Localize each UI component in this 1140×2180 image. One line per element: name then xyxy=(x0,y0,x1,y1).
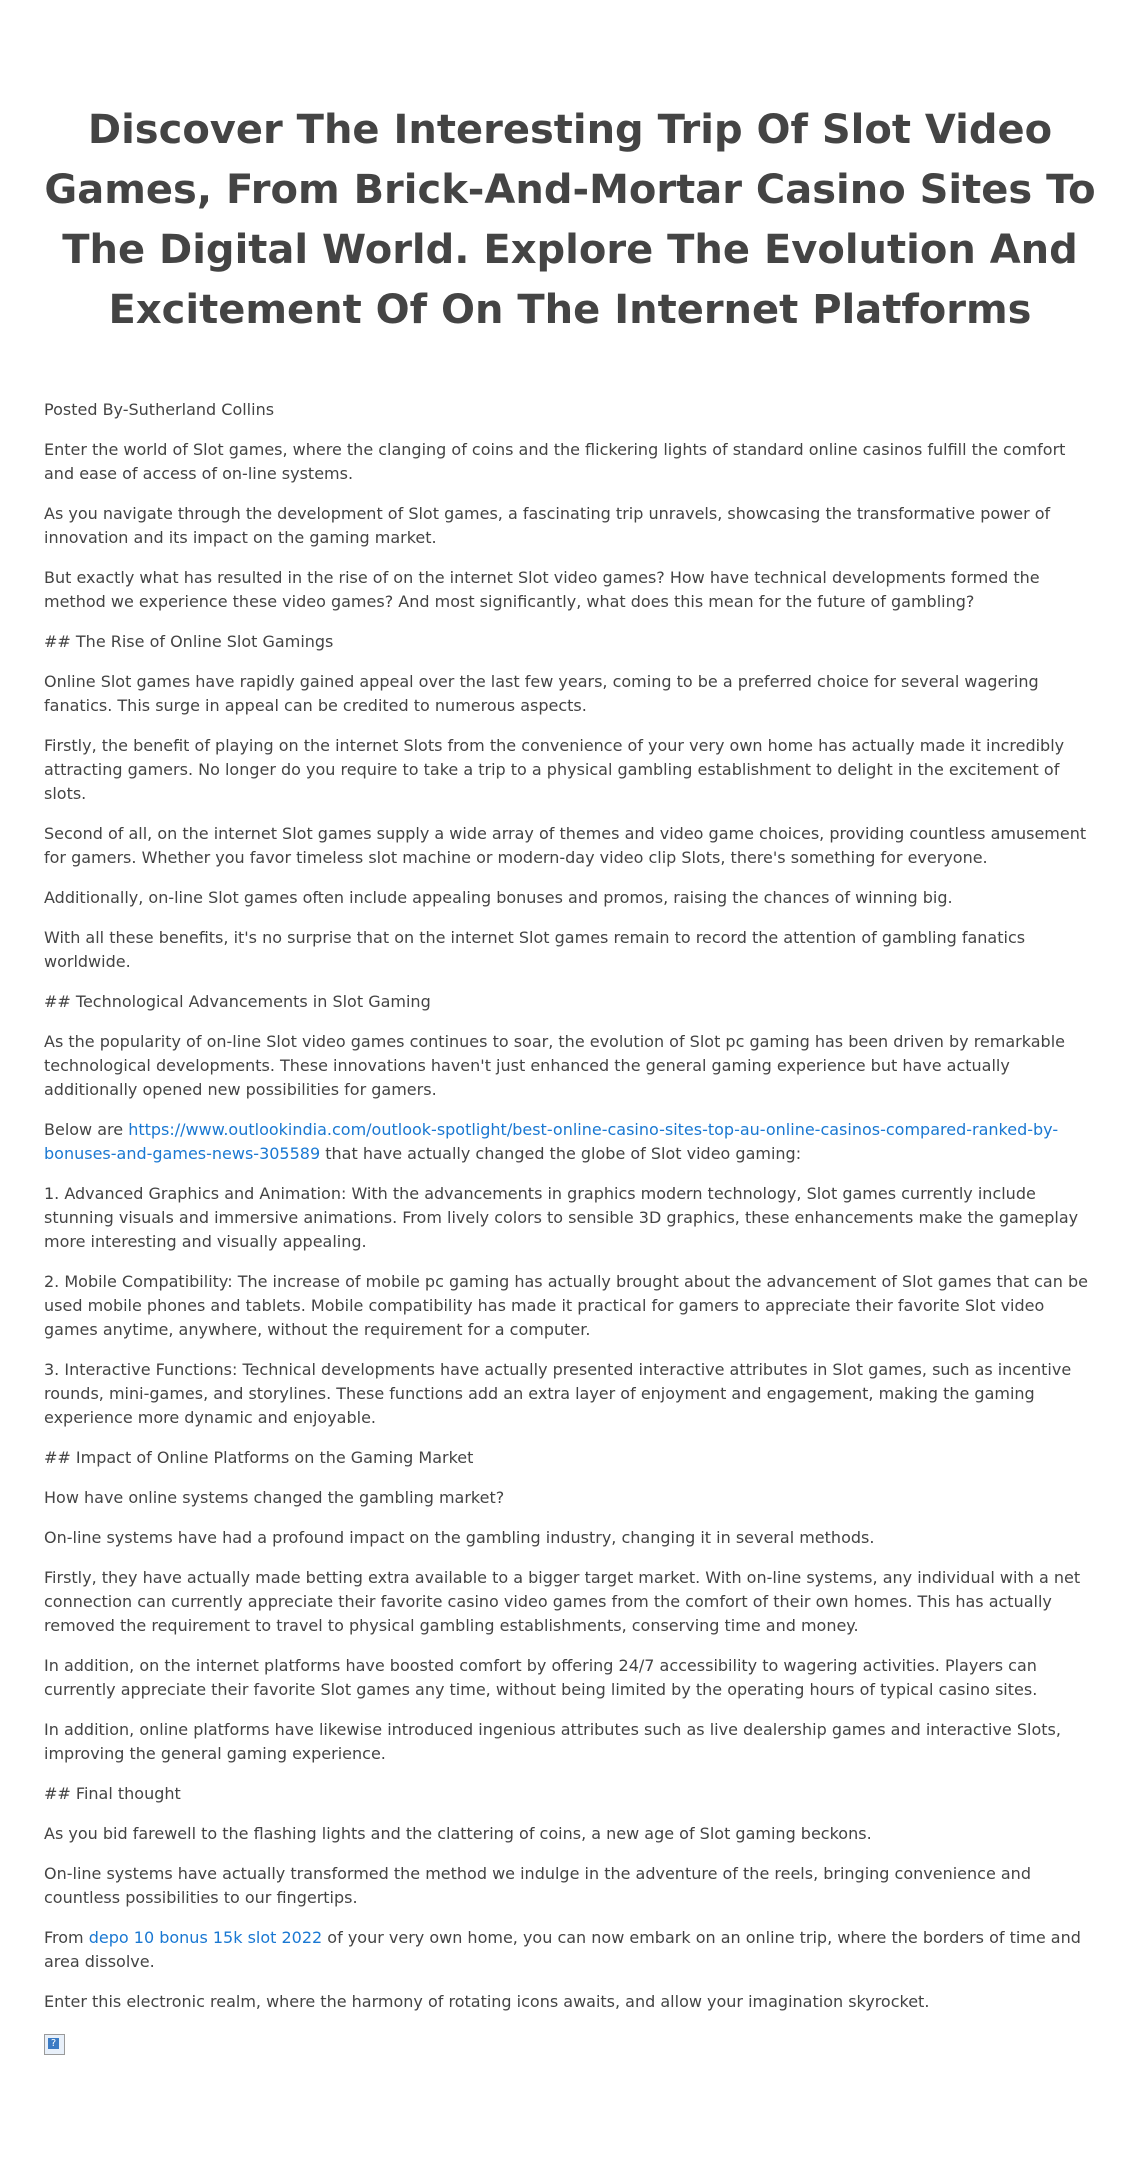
article xyxy=(0,100,1140,2059)
paragraph-text: From xyxy=(44,1928,89,1947)
paragraph: Enter this electronic realm, where the harmony of rotating icons awaits, and allow your imagination skyrocket. xyxy=(44,1992,930,2011)
section-heading: ## Final thought xyxy=(44,1784,181,1803)
paragraph: Firstly, they have actually made betting extra available to a bigger target market. With on-line systems, any individual with a net connection can currently appreciate their favorite casino video games from the comfort of their own homes. This has actually removed the requirement to travel to physical gambling establishments, conserving time and money. xyxy=(44,1568,1081,1635)
section-heading: ## Technological Advancements in Slot Gaming xyxy=(44,992,431,1011)
paragraph-text: of your very own home, you can now embark on an online trip, where the borders of time and area dissolve. xyxy=(44,1928,1081,1971)
paragraph: In addition, on the internet platforms have boosted comfort by offering 24/7 accessibility to wagering activities. Players can currently appreciate their favorite Slot games any time, without being limited by the operating hours of typical casino sites. xyxy=(44,1656,1038,1699)
outlookindia-link[interactable]: https://www.outlookindia.com/outlook-spotlight/best-online-casino-sites-top-au-online-casinos-compared-ranked-by-bonuses-and-games-news-305589 xyxy=(44,1120,1059,1163)
list-item: 3. Interactive Functions: Technical developments have actually presented interactive attributes in Slot games, such as incentive rounds, mini-games, and storylines. These functions add an extra layer of enjoyment and engagement, making the gaming experience more dynamic and enjoyable. xyxy=(44,1360,1072,1427)
paragraph: With all these benefits, it's no surprise that on the internet Slot games remain to record the attention of gambling fanatics worldwide. xyxy=(44,928,1026,971)
paragraph-text: Below are xyxy=(44,1120,129,1139)
paragraph: Online Slot games have rapidly gained appeal over the last few years, coming to be a preferred choice for several wagering fanatics. This surge in appeal can be credited to numerous aspects. xyxy=(44,672,1039,715)
section-heading: ## Impact of Online Platforms on the Gaming Market xyxy=(44,1448,474,1467)
paragraph-text: that have actually changed the globe of Slot video gaming: xyxy=(320,1144,802,1163)
paragraph: Second of all, on the internet Slot games supply a wide array of themes and video game choices, providing countless amusement for gamers. Whether you favor timeless slot machine or modern-day video clip Slots, there's something for everyone. xyxy=(44,824,1087,867)
paragraph-with-link xyxy=(44,1118,1096,1166)
section-heading: ## The Rise of Online Slot Gamings xyxy=(44,632,334,651)
paragraph: How have online systems changed the gambling market? xyxy=(44,1488,505,1507)
broken-image-icon[interactable] xyxy=(44,2034,65,2055)
list-item: 2. Mobile Compatibility: The increase of mobile pc gaming has actually brought about the advancement of Slot games that can be used mobile phones and tablets. Mobile compatibility has made it practical for gamers to appreciate their favorite Slot video games anytime, anywhere, without the requirement for a computer. xyxy=(44,1272,1088,1339)
slot-bonus-link[interactable]: depo 10 bonus 15k slot 2022 xyxy=(88,1928,323,1947)
paragraph: Enter the world of Slot games, where the clanging of coins and the flickering lights of standard online casinos fulfill the comfort and ease of access of on-line systems. xyxy=(44,440,1066,483)
image-placeholder-glyph: ? xyxy=(48,2038,59,2049)
list-item: 1. Advanced Graphics and Animation: With the advancements in graphics modern technology, Slot games currently include stunning visuals and immersive animations. From lively colors to sensible 3D graphics, these enhancements make the gameplay more interesting and visually appealing. xyxy=(44,1184,1079,1251)
paragraph: As you navigate through the development of Slot games, a fascinating trip unravels, showcasing the transformative power of innovation and its impact on the gaming market. xyxy=(44,504,1051,547)
paragraph: Firstly, the benefit of playing on the internet Slots from the convenience of your very own home has actually made it incredibly attracting gamers. No longer do you require to take a trip to a physical gambling establishment to delight in the excitement of slots. xyxy=(44,736,1065,803)
paragraph: In addition, online platforms have likewise introduced ingenious attributes such as live dealership games and interactive Slots, improving the general gaming experience. xyxy=(44,1720,1061,1763)
byline: Posted By-Sutherland Collins xyxy=(44,400,275,419)
paragraph: On-line systems have actually transformed the method we indulge in the adventure of the reels, bringing convenience and countless possibilities to our fingertips. xyxy=(44,1864,1031,1907)
paragraph-with-link xyxy=(44,1926,1096,1974)
paragraph: But exactly what has resulted in the rise of on the internet Slot video games? How have technical developments formed the method we experience these video games? And most significantly, what does this mean for the future of gambling? xyxy=(44,568,1040,611)
paragraph: On-line systems have had a profound impact on the gambling industry, changing it in several methods. xyxy=(44,1528,875,1547)
paragraph: As you bid farewell to the flashing lights and the clattering of coins, a new age of Slot gaming beckons. xyxy=(44,1824,872,1843)
paragraph: Additionally, on-line Slot games often include appealing bonuses and promos, raising the chances of winning big. xyxy=(44,888,953,907)
page-title: Discover The Interesting Trip Of Slot Video Games, From Brick-And-Mortar Casino Sites To The Digital World. Explore The Evolution And Excitement Of On The Internet Platforms xyxy=(44,107,1096,333)
paragraph: As the popularity of on-line Slot video games continues to soar, the evolution of Slot pc gaming has been driven by remarkable technological developments. These innovations haven't just enhanced the general gaming experience but have actually additionally opened new possibilities for gamers. xyxy=(44,1032,1065,1099)
